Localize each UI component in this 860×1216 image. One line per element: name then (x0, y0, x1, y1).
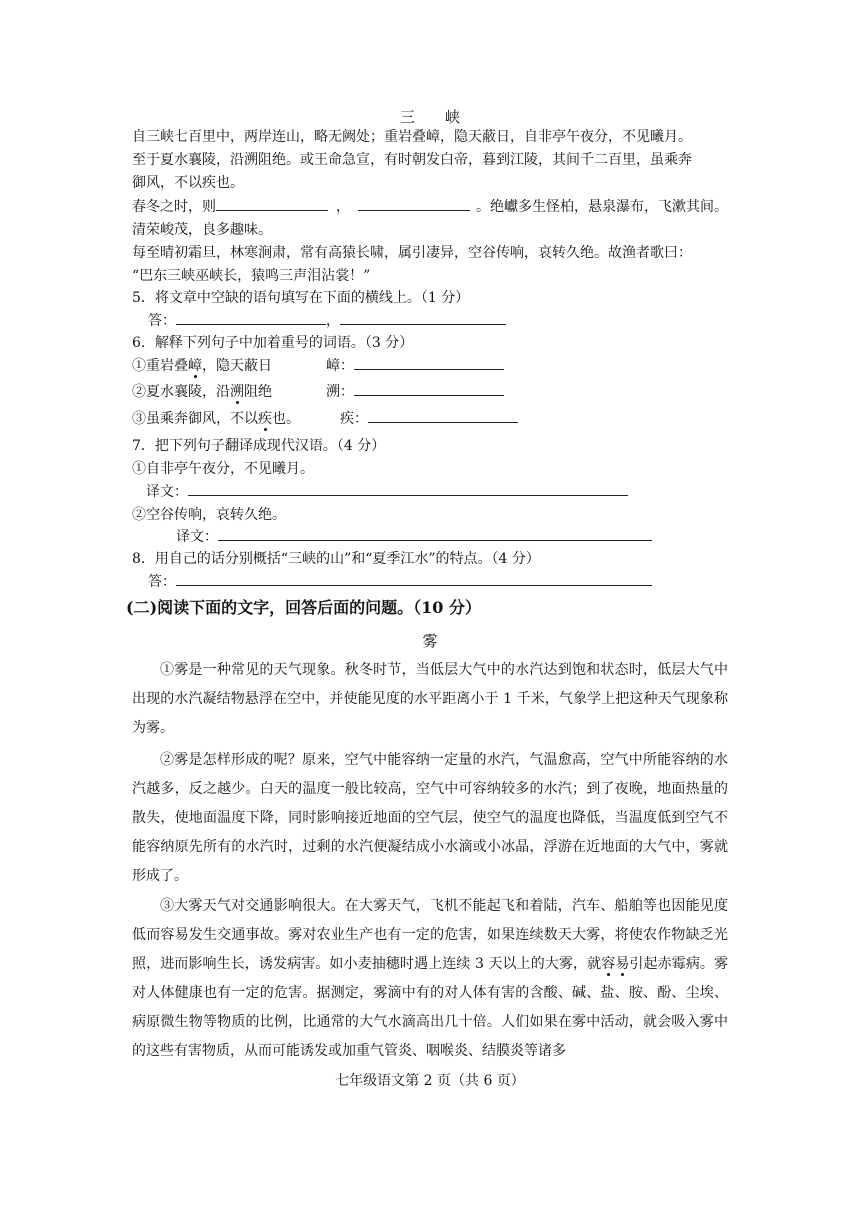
emphasis-char: 易 (615, 956, 630, 972)
question-8: 8．用自己的话分别概括“三峡的山”和“夏季江水”的特点。（4 分） (132, 551, 540, 567)
answer-label: 译文： (146, 484, 188, 500)
paragraph-1: ①雾是一种常见的天气现象。秋冬时节，当低层大气中的水汽达到饱和状态时，低层大气中出现的水汽凝结物悬浮在空中，并使能见度的水平距离小于 1 千米，气象学上把这种天气现象称为雾。 (132, 662, 728, 736)
emphasis-char: 疾 (258, 411, 272, 427)
term-label: 溯： (326, 384, 354, 400)
answer-blank[interactable] (218, 526, 652, 541)
q8-answer-row (148, 571, 652, 593)
emphasis-char: 溯 (230, 384, 244, 400)
passage-line: 御风，不以疾也。 (132, 175, 244, 191)
passage-line: 清荣峻茂，良多趣味。 (132, 222, 272, 238)
answer-blank[interactable] (188, 481, 628, 496)
answer-blank[interactable] (354, 355, 504, 370)
passage-title: 三 峡 (399, 108, 460, 126)
q7-answer-row-1 (146, 481, 628, 503)
question-6: 6．解释下列句子中加着重号的词语。（3 分） (132, 335, 414, 351)
page-footer: 七年级语文第 2 页（共 6 页） (335, 1073, 525, 1089)
answer-blank[interactable] (368, 408, 518, 423)
question-5: 5．将文章中空缺的语句填写在下面的横线上。（1 分） (132, 290, 470, 306)
emphasis-char: 嶂 (188, 358, 202, 374)
emphasis-char: 容 (601, 956, 616, 972)
answer-blank-1[interactable] (176, 310, 326, 325)
q6-item-1: ①重岩叠嶂，隐天蔽日 嶂： (132, 355, 504, 377)
section-heading: (二)阅读下面的文字，回答后面的问题。（10 分） (126, 598, 481, 617)
paragraph-3: ③大雾天气对交通影响很大。在大雾天气，飞机不能起飞和着陆，汽车、船舶等也因能见度低而容易发生交通事故。雾对农业生产也有一定的危害，如果连续数天大雾，将使农作物缺乏光照，进而影响生长，诱发病害。如小麦抽穗时遇上连续 3 天以上的大雾，就容易引起赤霉病。雾对人体健康也有一定的危害。据测定，雾滴中有的对人体有害的含酸、碱、盐、胺、酚、尘埃、病原微生物等物质的比例，比通常的大气水滴高出几十倍。人们如果在雾中活动，就会吸入雾中的这些有害物质，从而可能诱发或加重气管炎、咽喉炎、结膜炎等诸多 (132, 898, 729, 1059)
answer-blank[interactable] (354, 381, 504, 396)
answer-label: 译文： (176, 529, 218, 545)
q7-sentence-2: ②空谷传响，哀转久绝。 (132, 507, 286, 523)
q5-answer-row (148, 310, 506, 332)
passage-line: “巴东三峡巫峡长，猿鸣三声泪沾裳！” (132, 268, 371, 284)
answer-blank-2[interactable] (340, 310, 506, 325)
passage-line: 自三峡七百里中，两岸连山，略无阙处；重岩叠嶂，隐天蔽日，自非亭午夜分，不见曦月。 (132, 129, 692, 145)
passage-line-blanks (132, 196, 728, 218)
text: 春冬之时，则 (132, 199, 216, 215)
passage-line: 至于夏水襄陵，沿溯阻绝。或王命急宣，有时朝发白帝，暮到江陵，其间千二百里，虽乘奔 (132, 152, 692, 168)
passage-line: 每至晴初霜旦，林寒涧肃，常有高猿长啸，属引凄异，空谷传响，哀转久绝。故渔者歌曰： (132, 245, 692, 261)
paragraph-2: ②雾是怎样形成的呢？原来，空气中能容纳一定量的水汽，气温愈高，空气中所能容纳的水汽越多，反之越少。白天的温度一般比较高，空气中可容纳较多的水汽；到了夜晚，地面热量的散失，使地面温度下降，同时影响接近地面的空气层，使空气的温度也降低，当温度低到空气不能容纳原先所有的水汽时，过剩的水汽便凝结成小水滴或小冰晶，浮游在近地面的大气中，雾就形成了。 (132, 752, 728, 884)
blank-1[interactable] (216, 196, 328, 211)
term-label: 疾： (340, 411, 368, 427)
answer-label: 答： (148, 313, 176, 329)
answer-label: 答： (148, 574, 176, 590)
blank-2[interactable] (358, 196, 470, 211)
comma: ， (326, 313, 340, 329)
q6-item-3: ③虽乘奔御风，不以疾也。 疾： (132, 408, 518, 430)
q7-sentence-1: ①自非亭午夜分，不见曦月。 (132, 461, 314, 477)
term-label: 嶂： (326, 358, 354, 374)
question-7: 7．把下列句子翻译成现代汉语。（4 分） (132, 438, 386, 454)
text: 。绝巘多生怪柏，悬泉瀑布，飞漱其间。 (476, 199, 728, 215)
q7-answer-row-2 (176, 526, 652, 548)
text: ， (336, 199, 350, 215)
passage-title: 雾 (422, 632, 438, 650)
q6-item-2: ②夏水襄陵，沿溯阻绝 溯： (132, 381, 504, 403)
answer-blank[interactable] (176, 571, 652, 586)
